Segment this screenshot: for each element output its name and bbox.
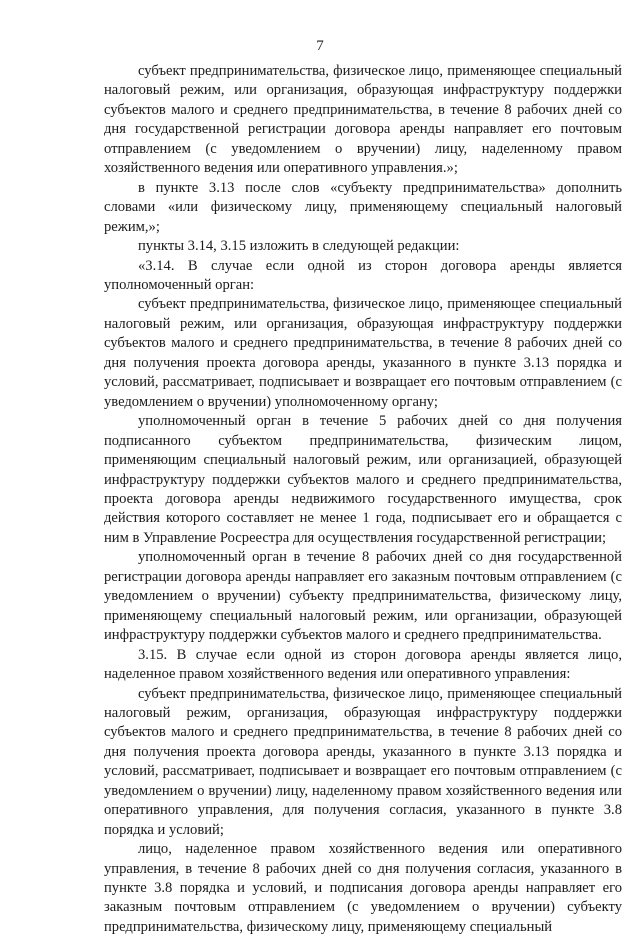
paragraph: 3.15. В случае если одной из сторон договора аренды является лицо, наделенное правом хозяйственного ведения или оперативного управления: [104,646,622,683]
page-number: 7 [316,38,324,54]
paragraph: субъект предпринимательства, физическое лицо, применяющее специальный налоговый режим, организация, образующая инфраструктуру поддержки субъектов малого и среднего предпринимательства, в течение 8 рабочих дней со дня получения проекта договора аренды, указанного в пункте 3.13 порядка и условий, рассматривает, подписывает и возвращает его почтовым отправлением (с уведомлением о вручении) лицу, наделенному правом хозяйственного ведения или оперативного управления, для получения согласия, указанного в пункте 3.8 порядка и условий; [104,685,622,838]
paragraph: лицо, наделенное правом хозяйственного ведения или оперативного управления, в течение 8 рабочих дней со дня получения согласия, указанного в пункте 3.8 порядка и условий, и подписания договора аренды направляет его заказным почтовым отправлением (с уведомлением о вручении) субъекту предпринимательства, физическому лицу, применяющему специальный [104,841,622,935]
paragraph: пункты 3.14, 3.15 изложить в следующей редакции: [138,238,460,255]
paragraph: субъект предпринимательства, физическое лицо, применяющее специальный налоговый режим, или организация, образующая инфраструктуру поддержки субъектов малого и среднего предпринимательства, в течение 8 рабочих дней со дня государственной регистрации договора аренды направляет его почтовым отправлением (с уведомлением о вручении) лицу, наделенному правом хозяйственного ведения или оперативного управления.»; [104,63,622,177]
paragraph: уполномоченный орган в течение 5 рабочих дней со дня получения подписанного субъектом предпринимательства, физическим лицом, применяющим специальный налоговый режим, или организацией, образующей инфраструктуру поддержки субъектов малого и среднего предпринимательства, проекта договора аренды недвижимого государственного имущества, срок действия которого составляет не менее 1 года, подписывает его и обращается с ним в Управление Росреестра для осуществления государственной регистрации; [104,413,622,546]
paragraph: «3.14. В случае если одной из сторон договора аренды является уполномоченный орган: [104,257,622,293]
paragraph: в пункте 3.13 после слов «субъекту предпринимательства» дополнить словами «или физическому лицу, применяющему специальный налоговый режим,»; [104,179,622,235]
paragraph: уполномоченный орган в течение 8 рабочих дней со дня государственной регистрации договора аренды направляет его заказным почтовым отправлением (с уведомлением о вручении) субъекту предпринимательства, физическому лицу, применяющему специальный налоговый режим, или организации, образующей инфраструктуру поддержки субъектов малого и среднего предпринимательства. [104,549,622,644]
document-body [104,62,622,937]
paragraph: субъект предпринимательства, физическое лицо, применяющее специальный налоговый режим, или организация, образующая инфраструктуру поддержки субъектов малого и среднего предпринимательства, в течение 8 рабочих дней со дня получения проекта договора аренды, указанного в пункте 3.13 порядка и условий, рассматривает, подписывает и возвращает его почтовым отправлением (с уведомлением о вручении) уполномоченному органу; [104,296,622,410]
